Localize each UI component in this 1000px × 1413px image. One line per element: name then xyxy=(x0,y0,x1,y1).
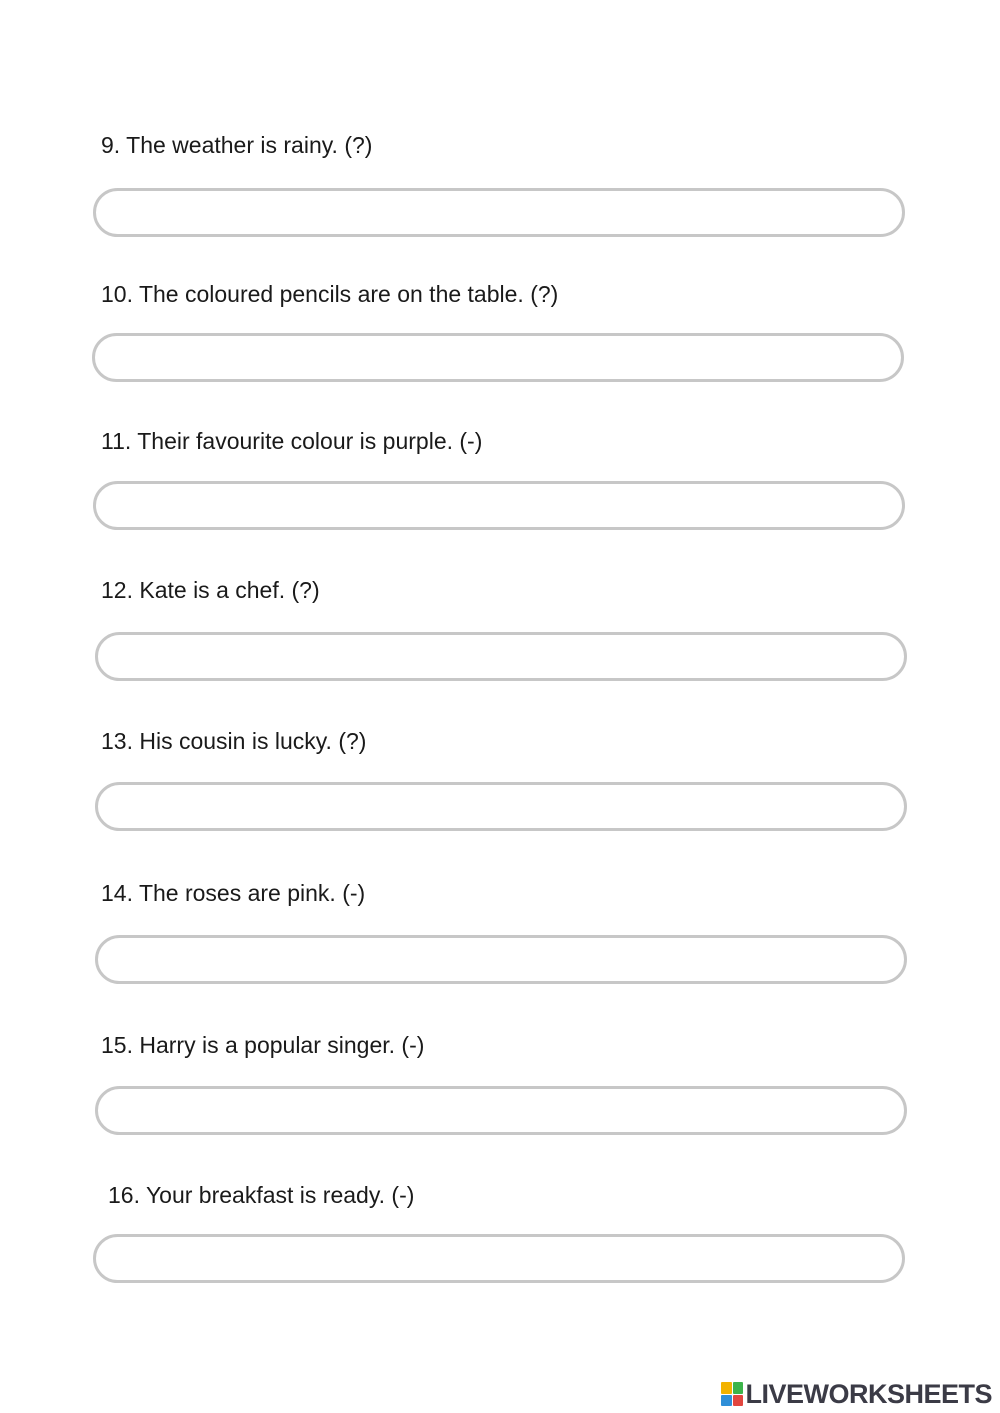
answer-14-box[interactable] xyxy=(95,935,907,984)
liveworksheets-logo-text: LIVEWORKSHEETS xyxy=(745,1378,992,1409)
question-13-label: 13. His cousin is lucky. (?) xyxy=(101,728,367,754)
question-12-label: 12. Kate is a chef. (?) xyxy=(101,577,320,603)
question-14-label: 14. The roses are pink. (-) xyxy=(101,880,366,906)
question-11-label: 11. Their favourite colour is purple. (-) xyxy=(101,428,483,454)
answer-9-box[interactable] xyxy=(93,188,905,237)
question-15-label: 15. Harry is a popular singer. (-) xyxy=(101,1032,425,1058)
liveworksheets-logo-icon xyxy=(721,1382,743,1406)
question-10-label: 10. The coloured pencils are on the table. (?) xyxy=(101,281,559,307)
answer-16-box[interactable] xyxy=(93,1234,905,1283)
question-16-label: 16. Your breakfast is ready. (-) xyxy=(108,1182,415,1208)
question-9-label: 9. The weather is rainy. (?) xyxy=(101,132,373,158)
liveworksheets-logo xyxy=(721,1378,992,1410)
answer-15-box[interactable] xyxy=(95,1086,907,1135)
answer-10-box[interactable] xyxy=(92,333,904,382)
answer-13-box[interactable] xyxy=(95,782,907,831)
answer-11-box[interactable] xyxy=(93,481,905,530)
answer-12-box[interactable] xyxy=(95,632,907,681)
